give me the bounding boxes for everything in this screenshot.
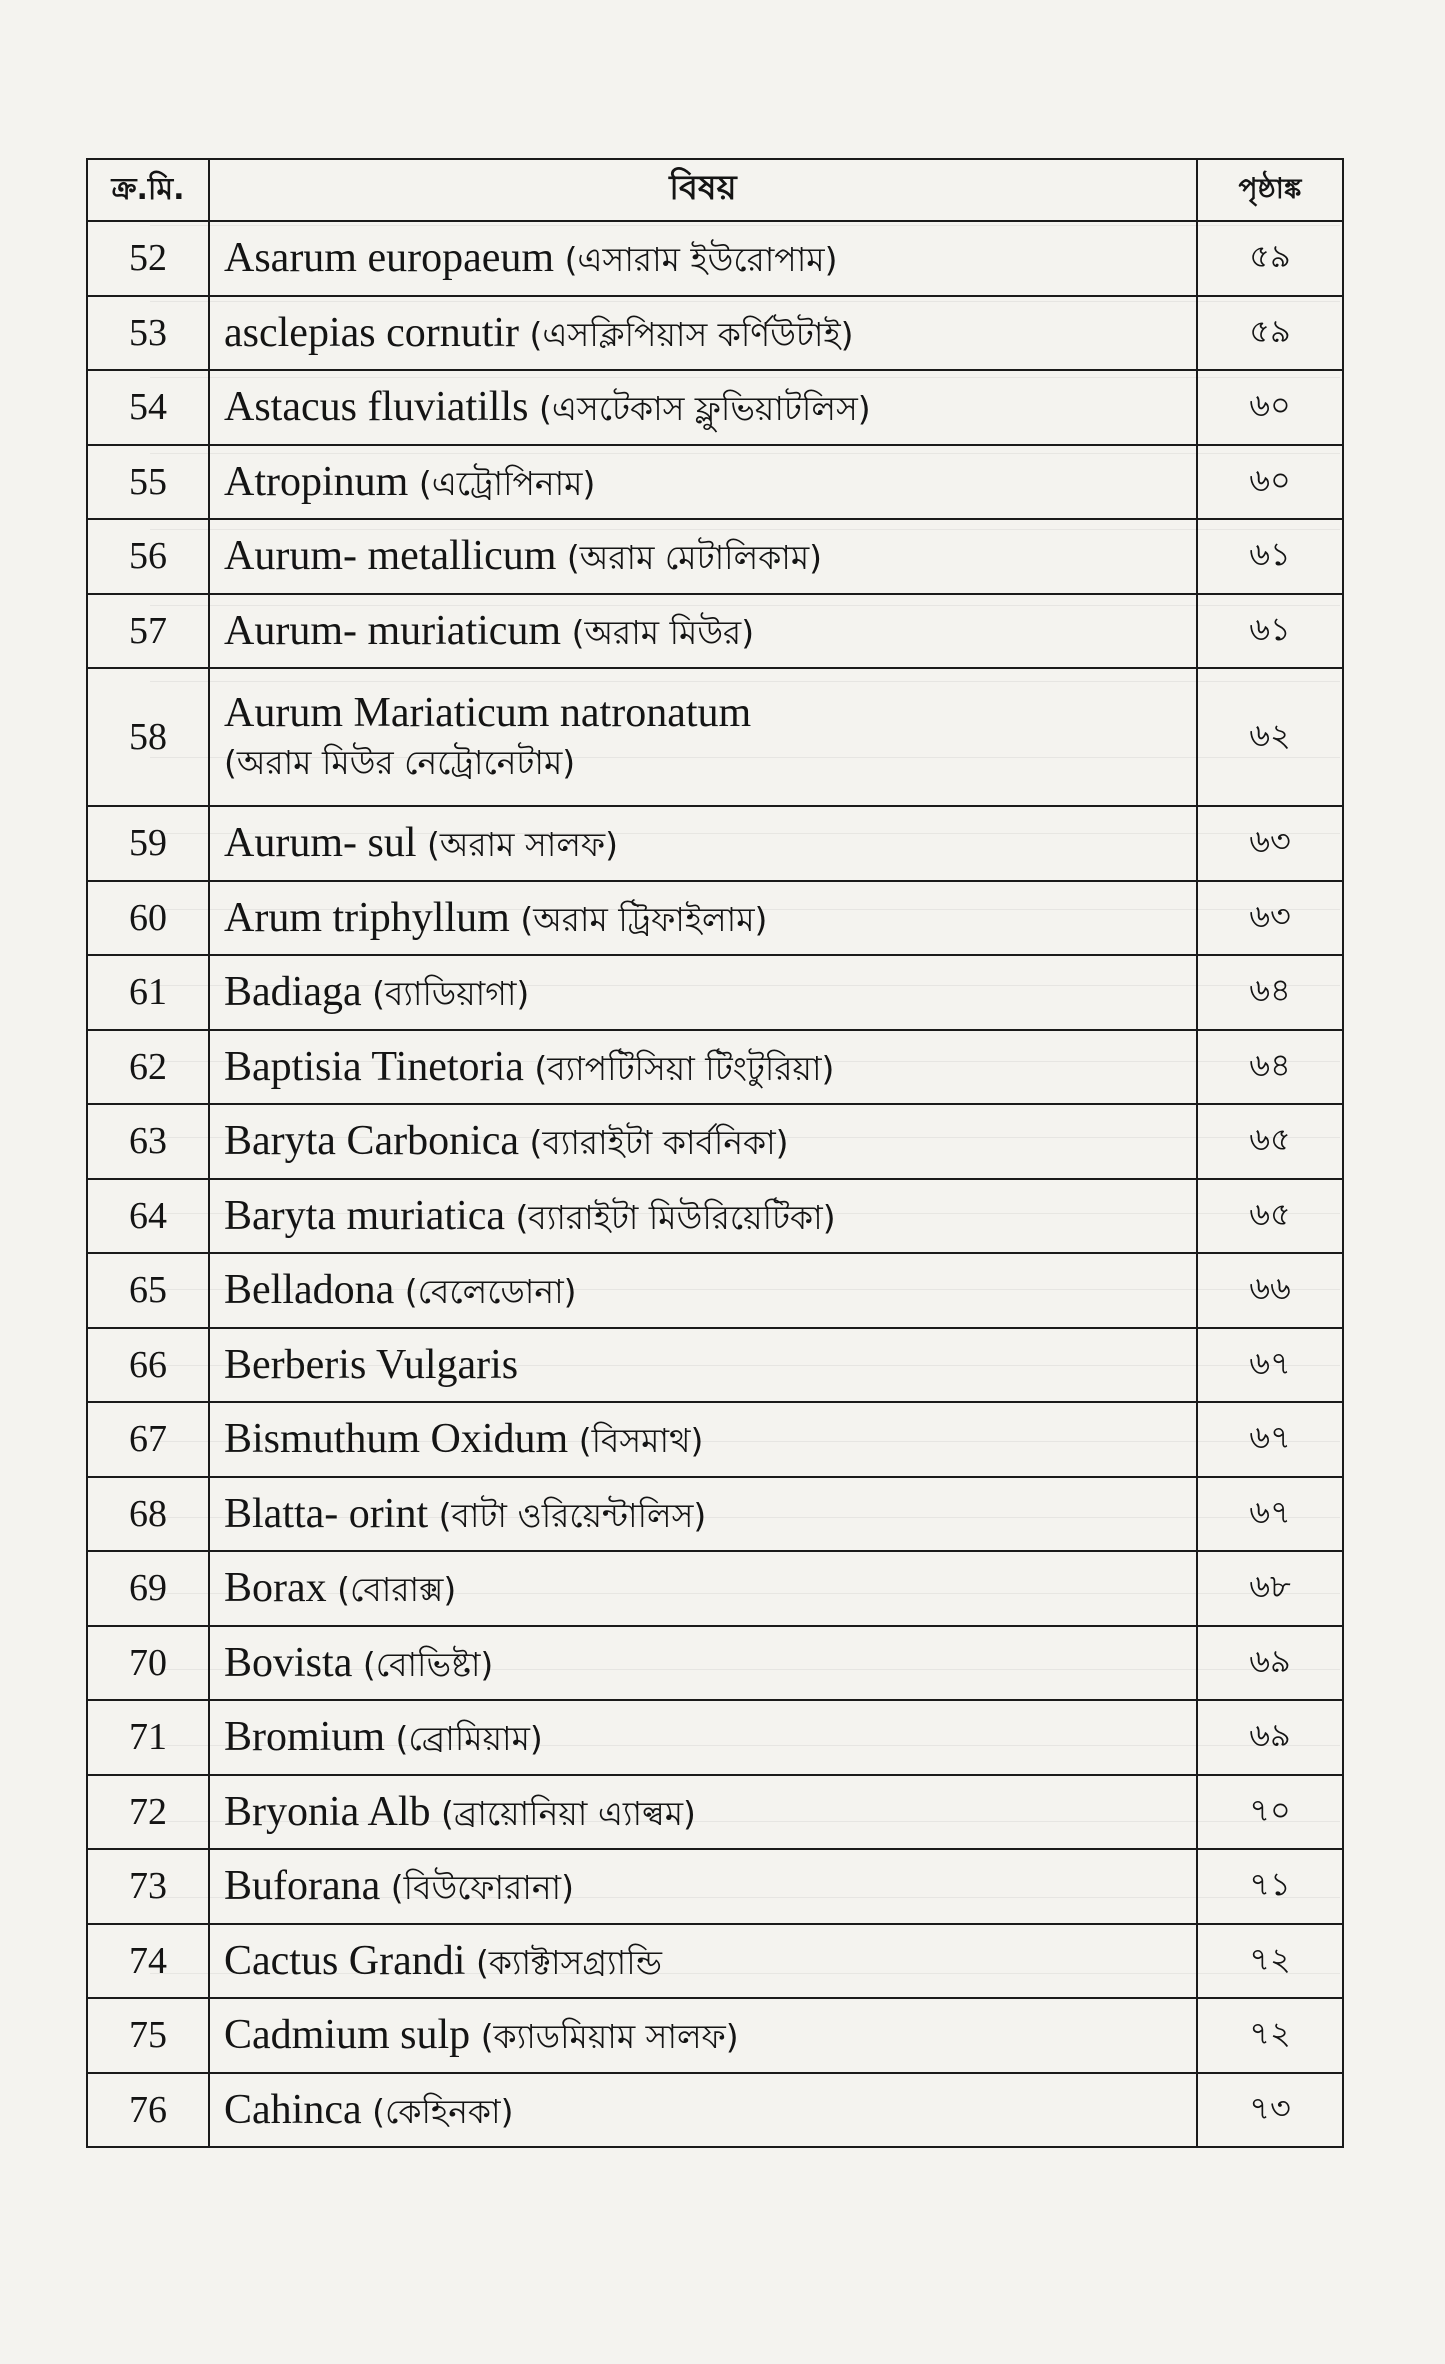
page-number: ৬৩	[1197, 881, 1343, 956]
page-number: ৬৮	[1197, 1551, 1343, 1626]
remedy-name-latin: Bromium	[224, 1714, 386, 1761]
remedy-name-bengali: (ব্যাডিয়াগা)	[372, 974, 530, 1014]
subject-cell	[209, 1253, 1197, 1328]
subject-cell	[209, 1030, 1197, 1105]
remedy-name-bengali: (ব্যারাইটা কার্বনিকা)	[529, 1123, 789, 1163]
remedy-name-bengali: (ব্রায়োনিয়া এ্যাল্বম)	[441, 1793, 696, 1833]
page-number: ৬৭	[1197, 1477, 1343, 1552]
table-row	[87, 519, 1343, 594]
remedy-name-latin: Cadmium sulp	[224, 2012, 471, 2059]
remedy-name-bengali: (বেলেডোনা)	[404, 1272, 577, 1312]
remedy-name-bengali: (বোভিষ্টা)	[362, 1644, 494, 1684]
table-row	[87, 1179, 1343, 1254]
page-header: পৃষ্ঠাঙ্ক	[1197, 159, 1343, 221]
serial-header: ক্র.মি.	[87, 159, 209, 221]
table-row	[87, 1402, 1343, 1477]
page-number: ৭০	[1197, 1775, 1343, 1850]
remedy-name-latin: Borax	[224, 1565, 327, 1612]
remedy-name-bengali: (বিউফোরানা)	[390, 1868, 574, 1908]
page-number: ৬০	[1197, 370, 1343, 445]
subject-cell	[209, 296, 1197, 371]
serial-number: 71	[87, 1700, 209, 1775]
subject-cell	[209, 806, 1197, 881]
serial-number: 59	[87, 806, 209, 881]
remedy-name-bengali: (এট্রোপিনাম)	[418, 463, 596, 503]
remedy-name-latin: Bryonia Alb	[224, 1788, 431, 1835]
serial-number: 56	[87, 519, 209, 594]
subject-cell	[209, 881, 1197, 956]
subject-cell	[209, 594, 1197, 669]
subject-cell	[209, 955, 1197, 1030]
remedy-name-bengali: (এসটেকাস ফ্লুভিয়াটলিস)	[538, 389, 871, 429]
serial-number: 61	[87, 955, 209, 1030]
page-number: ৫৯	[1197, 221, 1343, 296]
remedy-name-bengali: (বোরাক্স)	[337, 1570, 457, 1610]
table-row	[87, 445, 1343, 520]
table-row	[87, 1626, 1343, 1701]
table-row	[87, 806, 1343, 881]
remedy-name-bengali: (অরাম মেটালিকাম)	[566, 538, 823, 578]
table-row	[87, 1700, 1343, 1775]
remedy-name-latin: Atropinum	[224, 458, 409, 505]
remedy-name-bengali: (অরাম ট্রিফাইলাম)	[520, 899, 768, 939]
page-number: ৬০	[1197, 445, 1343, 520]
remedy-name-latin: Bismuthum Oxidum	[224, 1416, 569, 1463]
table-row	[87, 1551, 1343, 1626]
page-number: ৬৩	[1197, 806, 1343, 881]
subject-cell	[209, 1775, 1197, 1850]
table-row	[87, 1328, 1343, 1403]
page-number: ৬১	[1197, 519, 1343, 594]
subject-cell	[209, 1477, 1197, 1552]
serial-number: 62	[87, 1030, 209, 1105]
remedy-name-latin: Badiaga	[224, 969, 362, 1016]
remedy-name-bengali: (অরাম মিউর)	[571, 612, 755, 652]
remedy-name-bengali: (ক্যাডমিয়াম সালফ)	[480, 2017, 739, 2057]
subject-cell	[209, 668, 1197, 806]
subject-cell	[209, 1998, 1197, 2073]
remedy-name-bengali: (বাটা ওরিয়েন্টালিস)	[438, 1495, 707, 1535]
remedy-name-latin: Baryta Carbonica	[224, 1118, 520, 1165]
remedy-name-bengali: (অরাম মিউর নেট্রোনেটাম)	[224, 743, 576, 782]
remedy-name-latin: Aurum Mariaticum natronatum	[224, 689, 752, 736]
subject-cell	[209, 445, 1197, 520]
serial-number: 57	[87, 594, 209, 669]
serial-number: 74	[87, 1924, 209, 1999]
remedy-name-bengali: (এসক্লিপিয়াস কর্ণিউটাই)	[529, 314, 854, 354]
index-table	[86, 158, 1344, 2148]
table-row	[87, 370, 1343, 445]
table-row	[87, 1030, 1343, 1105]
header-row	[87, 159, 1343, 221]
serial-number: 65	[87, 1253, 209, 1328]
subject-cell	[209, 1924, 1197, 1999]
remedy-name-latin: Arum triphyllum	[224, 894, 510, 941]
table-row	[87, 881, 1343, 956]
serial-number: 52	[87, 221, 209, 296]
subject-cell	[209, 1104, 1197, 1179]
remedy-name-latin: Bovista	[224, 1639, 353, 1686]
table-row	[87, 1924, 1343, 1999]
table-row	[87, 1253, 1343, 1328]
subject-cell	[209, 221, 1197, 296]
serial-number: 76	[87, 2073, 209, 2148]
remedy-name-bengali: (ব্রোমিয়াম)	[395, 1719, 543, 1759]
table-row	[87, 221, 1343, 296]
table-row	[87, 2073, 1343, 2148]
subject-cell	[209, 1626, 1197, 1701]
remedy-name-latin: Belladona	[224, 1267, 395, 1314]
subject-cell	[209, 1402, 1197, 1477]
subject-cell	[209, 1849, 1197, 1924]
table-row	[87, 668, 1343, 806]
serial-number: 72	[87, 1775, 209, 1850]
serial-number: 70	[87, 1626, 209, 1701]
remedy-name-latin: Cactus Grandi	[224, 1937, 466, 1984]
subject-cell	[209, 370, 1197, 445]
page-number: ৬৪	[1197, 955, 1343, 1030]
remedy-name-latin: Astacus fluviatills	[224, 384, 529, 431]
page-number: ৬৯	[1197, 1700, 1343, 1775]
serial-number: 66	[87, 1328, 209, 1403]
serial-number: 75	[87, 1998, 209, 2073]
remedy-name-bengali: (ব্যারাইটা মিউরিয়েটিকা)	[515, 1197, 836, 1237]
page-number: ৭২	[1197, 1924, 1343, 1999]
page-number: ৬৭	[1197, 1402, 1343, 1477]
table-row	[87, 594, 1343, 669]
page-number: ৬২	[1197, 668, 1343, 806]
table-row	[87, 1104, 1343, 1179]
table-row	[87, 1477, 1343, 1552]
subject-cell	[209, 2073, 1197, 2148]
remedy-name-latin: Asarum europaeum	[224, 235, 555, 282]
page-number: ৭১	[1197, 1849, 1343, 1924]
remedy-name-latin: asclepias cornutir	[224, 309, 520, 356]
page-number: ৬১	[1197, 594, 1343, 669]
remedy-name-latin: Aurum- metallicum	[224, 533, 557, 580]
page-number: ৬৭	[1197, 1328, 1343, 1403]
remedy-name-latin: Baryta muriatica	[224, 1192, 506, 1239]
subject-cell	[209, 1551, 1197, 1626]
page-number: ৬৪	[1197, 1030, 1343, 1105]
table-row	[87, 955, 1343, 1030]
page-number: ৬৫	[1197, 1104, 1343, 1179]
page-number: ৬৫	[1197, 1179, 1343, 1254]
remedy-name-bengali: (অরাম সালফ)	[427, 825, 618, 865]
table-row	[87, 1775, 1343, 1850]
remedy-name-bengali: (কেহিনকা)	[372, 2091, 514, 2131]
serial-number: 58	[87, 668, 209, 806]
subject-cell	[209, 1179, 1197, 1254]
serial-number: 67	[87, 1402, 209, 1477]
serial-number: 64	[87, 1179, 209, 1254]
serial-number: 54	[87, 370, 209, 445]
serial-number: 73	[87, 1849, 209, 1924]
table-row	[87, 296, 1343, 371]
serial-number: 69	[87, 1551, 209, 1626]
remedy-name-latin: Cahinca	[224, 2086, 362, 2133]
subject-cell	[209, 1328, 1197, 1403]
serial-number: 68	[87, 1477, 209, 1552]
subject-cell	[209, 519, 1197, 594]
remedy-name-bengali: (বিসমাথ)	[578, 1421, 704, 1461]
remedy-name-bengali: (ব্যাপটিসিয়া টিংটুরিয়া)	[534, 1048, 835, 1088]
remedy-name-latin: Baptisia Tinetoria	[224, 1043, 524, 1090]
remedy-name-bengali: (ক্যাক্টাসগ্র্যান্ডি	[475, 1942, 662, 1982]
remedy-name-bengali: (এসারাম ইউরোপাম)	[564, 240, 838, 280]
subject-header: বিষয়	[209, 159, 1197, 221]
remedy-name-latin: Berberis Vulgaris	[224, 1341, 519, 1388]
page-number: ৬৬	[1197, 1253, 1343, 1328]
table-row	[87, 1998, 1343, 2073]
serial-number: 55	[87, 445, 209, 520]
serial-number: 60	[87, 881, 209, 956]
serial-number: 63	[87, 1104, 209, 1179]
page-number: ৭৩	[1197, 2073, 1343, 2148]
remedy-name-latin: Aurum- sul	[224, 820, 417, 867]
serial-number: 53	[87, 296, 209, 371]
remedy-name-latin: Buforana	[224, 1863, 381, 1910]
index-rows	[87, 221, 1343, 2147]
remedy-name-latin: Aurum- muriaticum	[224, 607, 562, 654]
page-number: ৭২	[1197, 1998, 1343, 2073]
subject-cell	[209, 1700, 1197, 1775]
table-row	[87, 1849, 1343, 1924]
remedy-name-latin: Blatta- orint	[224, 1490, 429, 1537]
page-number: ৫৯	[1197, 296, 1343, 371]
page-number: ৬৯	[1197, 1626, 1343, 1701]
